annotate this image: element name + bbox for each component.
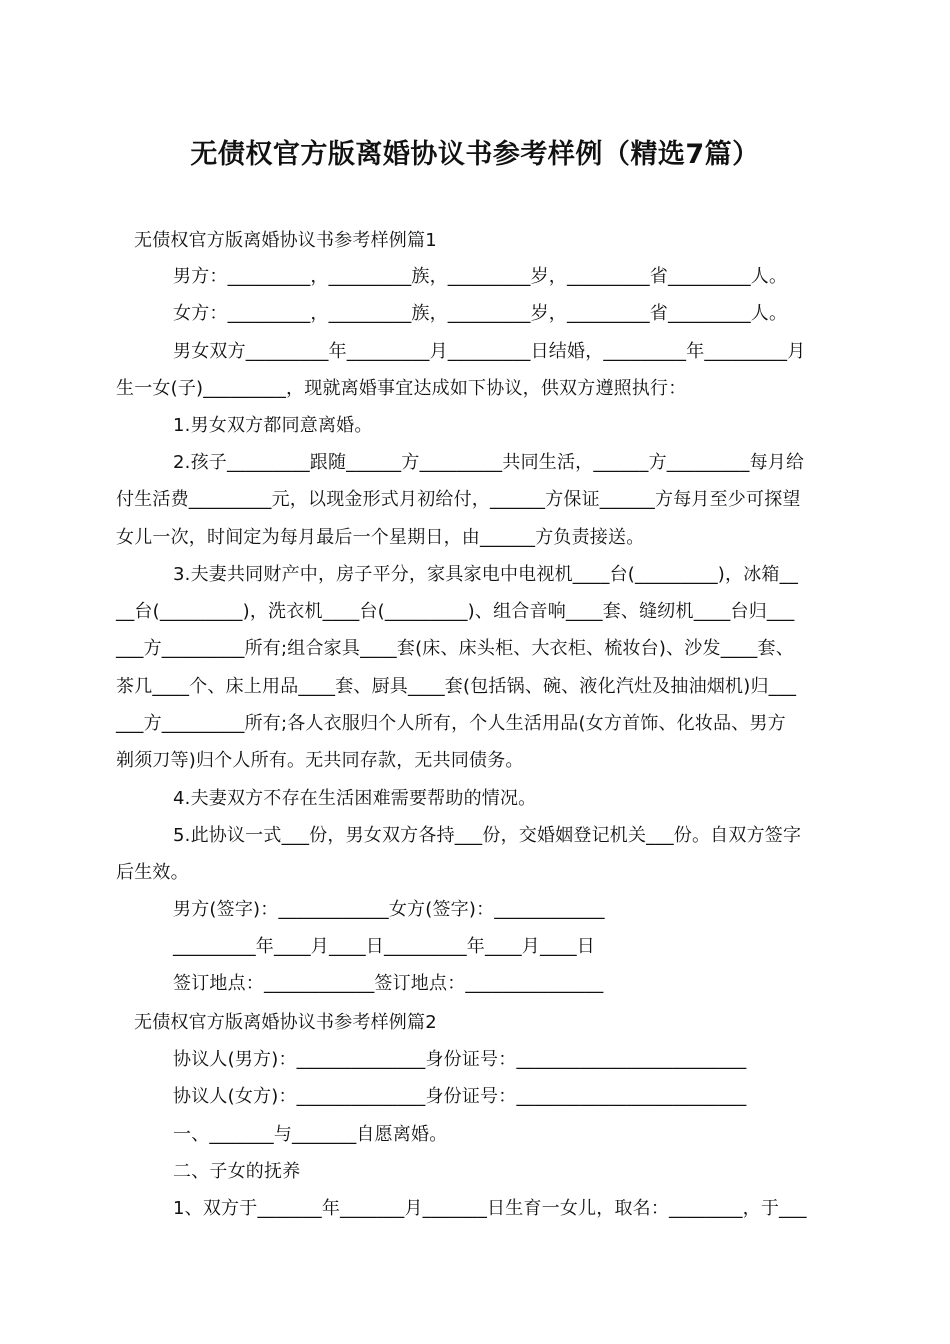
paragraph-line: 协议人(男方)：______________身份证号：_________________________ — [173, 1049, 747, 1070]
paragraph-line: __台(_________)，洗衣机____台(_________)、组合音响____套、缝纫机____台归___ — [116, 601, 795, 622]
paragraph-line: 付生活费_________元，以现金形式月初给付，______方保证______方每月至少可探望 — [116, 489, 801, 510]
section-2-heading: 无债权官方版离婚协议书参考样例篇2 — [134, 1012, 437, 1033]
paragraph-line: 女方：_________，_________族，_________岁，_________省_________人。 — [173, 303, 788, 324]
paragraph-line: 协议人(女方)：______________身份证号：_________________________ — [173, 1086, 747, 1107]
paragraph-line: 5.此协议一式___份，男女双方各持___份，交婚姻登记机关___份。自双方签字 — [173, 825, 802, 846]
location-line: 签订地点：____________签订地点：_______________ — [173, 973, 604, 994]
signature-line: 男方(签字)：____________女方(签字)：____________ — [173, 899, 605, 920]
paragraph-line: 生一女(子)_________，现就离婚事宜达成如下协议，供双方遵照执行： — [116, 378, 687, 399]
document-title: 无债权官方版离婚协议书参考样例（精选7篇） — [190, 139, 760, 170]
date-line: _________年____月____日_________年____月____日 — [173, 936, 595, 957]
paragraph-line: 3.夫妻共同财产中，房子平分，家具家电中电视机____台(_________)，冰箱__ — [173, 564, 799, 585]
paragraph-line: 一、_______与_______自愿离婚。 — [173, 1124, 448, 1145]
paragraph-line: 2.孩子_________跟随______方_________共同生活，______方_________每月给 — [173, 452, 805, 473]
paragraph-line: 1、双方于_______年_______月_______日生育一女儿，取名：________，于___ — [173, 1198, 807, 1219]
paragraph-line: 4.夫妻双方不存在生活困难需要帮助的情况。 — [173, 788, 537, 809]
paragraph-line: ___方_________所有;各人衣服归个人所有，个人生活用品(女方首饰、化妆品、男方 — [116, 713, 786, 734]
paragraph-line: 剃须刀等)归个人所有。无共同存款，无共同债务。 — [116, 750, 524, 771]
paragraph-line: 后生效。 — [116, 862, 189, 883]
paragraph-line: 二、子女的抚养 — [173, 1161, 301, 1182]
paragraph-line: 男方：_________，_________族，_________岁，_________省_________人。 — [173, 266, 788, 287]
section-1-heading: 无债权官方版离婚协议书参考样例篇1 — [134, 230, 437, 251]
paragraph-line: 男女双方_________年_________月_________日结婚，_________年_________月 — [173, 341, 806, 362]
paragraph-line: 1.男女双方都同意离婚。 — [173, 415, 373, 436]
paragraph-line: 女儿一次，时间定为每月最后一个星期日，由______方负责接送。 — [116, 527, 645, 548]
paragraph-line: ___方_________所有;组合家具____套(床、床头柜、大衣柜、梳妆台)、沙发____套、 — [116, 638, 794, 659]
paragraph-line: 茶几____个、床上用品____套、厨具____套(包括锅、碗、液化汽灶及抽油烟机)归___ — [116, 676, 797, 697]
